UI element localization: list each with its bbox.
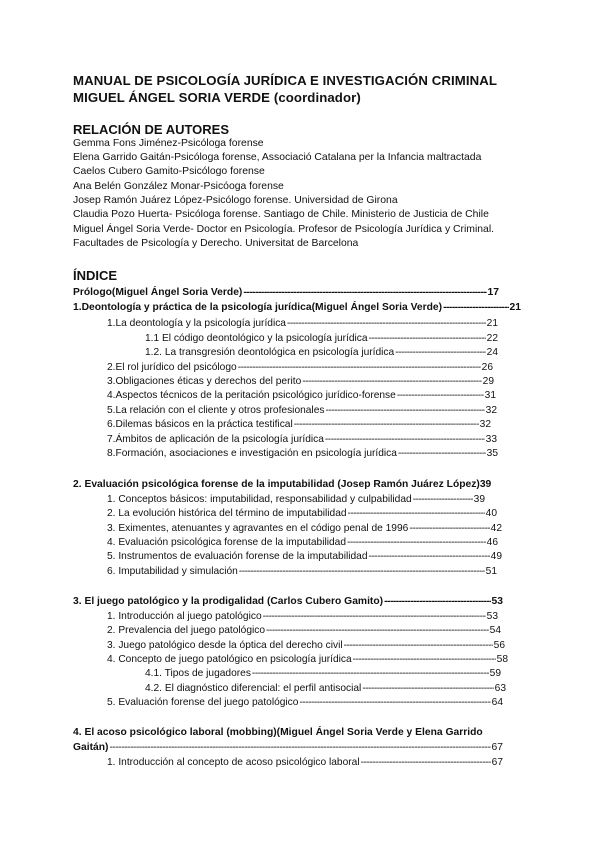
toc-label: 3. Juego patológico desde la óptica del derecho civil (107, 640, 343, 651)
toc-page: 35 (486, 448, 498, 459)
author-line: Claudia Pozo Huerta- Psicóloga forense. Santiago de Chile. Ministerio de Justicia de Chile (73, 209, 489, 220)
toc-page: 63 (494, 683, 506, 694)
toc-page: 32 (479, 419, 491, 430)
toc-chapter-title: 4. El acoso psicológico laboral (mobbing)(Miguel Ángel Soria Verde y Elena Garrido (73, 727, 483, 738)
toc-page: 59 (489, 668, 501, 679)
toc-label: 3. El juego patológico y la prodigalidad (Carlos Cubero Gamito) (73, 596, 384, 607)
toc-page: 46 (486, 537, 498, 548)
toc-page: 64 (491, 697, 503, 708)
toc-leader (413, 494, 473, 505)
authors-heading: RELACIÓN DE AUTORES (73, 122, 230, 137)
toc-entry (107, 434, 497, 445)
index-heading: ÍNDICE (73, 268, 118, 283)
toc-label: 3. Eximentes, atenuantes y agravantes en el código penal de 1996 (107, 523, 409, 534)
toc-leader (344, 640, 493, 651)
toc-page: 24 (486, 347, 498, 358)
author-line: Miguel Ángel Soria Verde- Doctor en Psicología. Profesor de Psicología Jurídica y Criminal. (73, 224, 495, 235)
toc-entry (107, 551, 502, 562)
toc-label: 2. La evolución histórica del término de imputabilidad (107, 508, 347, 519)
toc-label: 1. Introducción al juego patológico (107, 611, 262, 622)
toc-chapter (73, 742, 503, 753)
toc-entry (145, 333, 498, 344)
toc-label: 1.1 El código deontológico y la psicología jurídica (145, 333, 368, 344)
author-line: Gemma Fons Jiménez-Psicóloga forense (73, 138, 264, 149)
toc-chapter (73, 596, 503, 607)
toc-entry (145, 668, 501, 679)
toc-entry (107, 419, 491, 430)
toc-entry (107, 697, 503, 708)
toc-entry (145, 347, 498, 358)
toc-page: 54 (489, 625, 501, 636)
toc-label: 1.Deontología y práctica de la psicología jurídica(Miguel Ángel Soria Verde) (73, 302, 443, 313)
toc-page: 31 (484, 390, 496, 401)
toc-label: 3.Obligaciones éticas y derechos del perito (107, 376, 302, 387)
toc-label: 4.1. Tipos de jugadores (145, 668, 251, 679)
toc-label: 6.Dilemas básicos en la práctica testifical (107, 419, 293, 430)
toc-entry (107, 318, 498, 329)
toc-page: 22 (486, 333, 498, 344)
toc-label: 5. Instrumentos de evaluación forense de la imputabilidad (107, 551, 368, 562)
toc-entry (107, 523, 502, 534)
toc-page: 39 (479, 479, 492, 490)
toc-entry (107, 376, 494, 387)
toc-entry (107, 611, 498, 622)
book-title: MANUAL DE PSICOLOGÍA JURÍDICA E INVESTIGACIÓN CRIMINAL (73, 73, 497, 88)
toc-label: 4.2. El diagnóstico diferencial: el perfil antisocial (145, 683, 362, 694)
toc-label: 2. Prevalencia del juego patológico (107, 625, 266, 636)
toc-page: 32 (485, 405, 497, 416)
toc-page: 21 (509, 302, 521, 313)
toc-leader (287, 318, 486, 329)
toc-entry (145, 683, 506, 694)
toc-entry (107, 757, 503, 768)
author-line: Ana Belén González Monar-Psicóoga forense (73, 181, 284, 192)
toc-label: 1.La deontología y la psicología jurídica (107, 318, 286, 329)
toc-leader (398, 448, 486, 459)
toc-entry (107, 362, 493, 373)
toc-leader (239, 566, 485, 577)
toc-page: 17 (487, 287, 499, 298)
toc-page: 21 (486, 318, 498, 329)
toc-entry (107, 390, 496, 401)
author-line: Elena Garrido Gaitán-Psicóloga forense, Associació Catalana per la Infancia maltractada (73, 152, 482, 163)
toc-leader (109, 742, 490, 753)
toc-label: 6. Imputabilidad y simulación (107, 566, 238, 577)
toc-entry (107, 537, 498, 548)
toc-label: 8.Formación, asociaciones e investigación en psicología jurídica (107, 448, 397, 459)
toc-leader (369, 333, 486, 344)
toc-page: 56 (493, 640, 505, 651)
toc-page: 53 (491, 596, 503, 607)
toc-entry (107, 625, 501, 636)
toc-entry (107, 494, 485, 505)
toc-page: 33 (485, 434, 497, 445)
toc-leader (353, 654, 496, 665)
toc-entry (107, 508, 497, 519)
toc-entry (107, 405, 497, 416)
toc-label: Prólogo(Miguel Ángel Soria Verde) (73, 287, 243, 298)
author-line: Caelos Cubero Gamito-Psicólogo forense (73, 166, 265, 177)
toc-leader (361, 757, 491, 768)
toc-leader (395, 347, 485, 358)
toc-page: 39 (473, 494, 485, 505)
toc-label: 1. Introducción al concepto de acoso psicológico laboral (107, 757, 360, 768)
toc-leader (294, 419, 479, 430)
toc-chapter (73, 479, 521, 490)
toc-label: 2.El rol jurídico del psicólogo (107, 362, 237, 373)
toc-page: 42 (490, 523, 502, 534)
toc-chapter (73, 302, 521, 313)
toc-page: 49 (490, 551, 502, 562)
toc-leader (369, 551, 490, 562)
toc-entry (73, 287, 499, 298)
toc-leader (266, 625, 489, 636)
toc-leader (302, 376, 481, 387)
toc-leader (252, 668, 489, 679)
toc-entry (107, 566, 497, 577)
toc-page: 67 (491, 742, 503, 753)
toc-page: 53 (486, 611, 498, 622)
toc-leader (238, 362, 481, 373)
toc-leader (299, 697, 490, 708)
toc-label: 5.La relación con el cliente y otros profesionales (107, 405, 325, 416)
toc-leader (397, 390, 484, 401)
toc-leader (384, 596, 490, 607)
toc-leader (348, 508, 485, 519)
toc-leader (325, 405, 484, 416)
toc-page: 67 (491, 757, 503, 768)
toc-leader (243, 287, 486, 298)
toc-label: 5. Evaluación forense del juego patológico (107, 697, 299, 708)
book-coordinator: MIGUEL ÁNGEL SORIA VERDE (coordinador) (73, 90, 361, 105)
toc-leader (347, 537, 486, 548)
toc-leader (443, 302, 508, 313)
toc-label: 2. Evaluación psicológica forense de la imputabilidad (Josep Ramón Juárez López) (73, 479, 480, 490)
toc-leader (325, 434, 485, 445)
toc-label: 4. Evaluación psicológica forense de la imputabilidad (107, 537, 346, 548)
toc-leader (409, 523, 489, 534)
toc-entry (107, 640, 505, 651)
toc-page: 29 (482, 376, 494, 387)
author-line: Facultades de Psicología y Derecho. Universitat de Barcelona (73, 238, 359, 249)
toc-page: 51 (485, 566, 497, 577)
toc-label: 7.Ámbitos de aplicación de la psicología jurídica (107, 434, 324, 445)
toc-page: 40 (485, 508, 497, 519)
toc-leader (263, 611, 486, 622)
toc-label: Gaitán) (73, 742, 109, 753)
author-line: Josep Ramón Juárez López-Psicólogo forense. Universidad de Girona (73, 195, 398, 206)
toc-label: 4. Concepto de juego patológico en psicología jurídica (107, 654, 352, 665)
toc-page: 26 (481, 362, 493, 373)
toc-label: 1.2. La transgresión deontológica en psicología jurídica (145, 347, 395, 358)
toc-entry (107, 654, 508, 665)
toc-label: 4.Aspectos técnicos de la peritación psicológico jurídico-forense (107, 390, 396, 401)
toc-page: 58 (496, 654, 508, 665)
toc-entry (107, 448, 498, 459)
toc-label: 1. Conceptos básicos: imputabilidad, responsabilidad y culpabilidad (107, 494, 412, 505)
toc-leader (362, 683, 493, 694)
